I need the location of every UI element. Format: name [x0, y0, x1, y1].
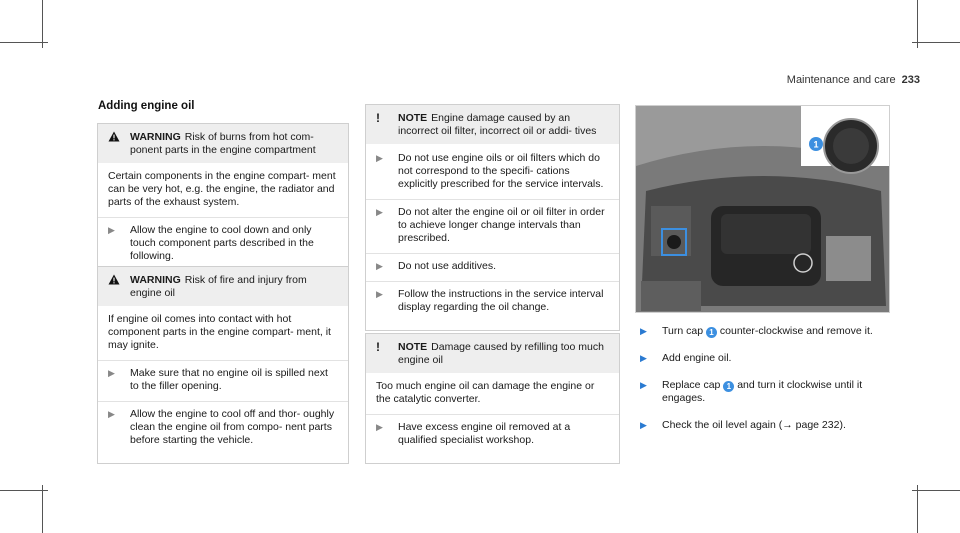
arrow-right-icon: ▶	[640, 353, 647, 363]
divider	[366, 281, 619, 282]
arrow-right-icon: ▶	[640, 380, 647, 390]
crop-mark	[42, 485, 43, 533]
warning-box-fire	[97, 266, 349, 464]
divider	[98, 217, 348, 218]
page-number: 233	[901, 74, 920, 86]
callout-badge: 1	[723, 381, 734, 392]
arrow-right-icon: ▶	[108, 409, 115, 419]
step-text: counter-clockwise and remove it.	[719, 325, 873, 337]
step-text: Allow the engine to cool down and only touch component parts described in the following.	[130, 224, 314, 262]
arrow-right-icon: ▶	[640, 420, 647, 430]
step-text: Do not use additives.	[398, 260, 497, 272]
warning-label: WARNING	[130, 274, 181, 286]
list-item	[376, 206, 609, 245]
warning-label: WARNING	[130, 131, 181, 143]
arrow-right-icon: ▶	[376, 207, 383, 217]
warning-text: Certain components in the engine compart- ment can be very hot, e.g. the engine, the radiator and parts of the exhaust system.	[108, 170, 336, 208]
step-text: Turn cap	[662, 325, 704, 337]
crop-mark	[917, 0, 918, 48]
list-item	[640, 419, 900, 432]
crop-mark	[42, 0, 43, 48]
warning-header	[98, 124, 348, 163]
step-text: Do not use engine oils or oil filters which do not correspond to the specifi- cations explicitly prescribed for the service intervals.	[398, 152, 604, 190]
note-label: NOTE	[398, 112, 428, 124]
step-text: and turn it clockwise until it engages.	[662, 379, 863, 404]
section-heading: Adding engine oil	[98, 100, 195, 112]
callout-number: 1	[813, 139, 819, 150]
note-text: Too much engine oil can damage the engine or the catalytic converter.	[376, 380, 595, 405]
arrow-right-icon: ▶	[376, 289, 383, 299]
divider	[366, 414, 619, 415]
exclamation-square-icon: !	[376, 111, 380, 125]
step-text: Follow the instructions in the service interval display regarding the oil change.	[398, 288, 604, 313]
note-body	[366, 373, 619, 463]
warning-box-burns	[97, 123, 349, 280]
warning-heading: Risk of burns from hot com- ponent parts in the engine compartment	[130, 131, 316, 156]
step-text: Allow the engine to cool off and thor- oughly clean the engine oil from compo- nent parts before starting the vehicle.	[130, 408, 335, 446]
arrow-right-icon: ▶	[640, 326, 647, 336]
crop-mark	[912, 490, 960, 491]
note-box-oil-filter	[365, 104, 620, 331]
note-header	[366, 334, 619, 373]
crop-mark	[0, 42, 48, 43]
step-text: Make sure that no engine oil is spilled next to the filler opening.	[130, 367, 328, 392]
crop-mark	[912, 42, 960, 43]
page-reference-link[interactable]: Check the oil level again (→ page 232).	[662, 419, 846, 431]
list-item	[640, 352, 900, 365]
note-body	[366, 152, 619, 330]
step-text: Have excess engine oil removed at a qualified specialist workshop.	[398, 421, 571, 446]
arrow-right-icon: ▶	[108, 368, 115, 378]
crop-mark	[917, 485, 918, 533]
list-item	[640, 379, 900, 405]
warning-heading: Risk of fire and injury from engine oil	[130, 274, 307, 299]
note-label: NOTE	[398, 341, 428, 353]
list-item	[640, 325, 900, 338]
instruction-steps	[640, 325, 900, 446]
divider	[366, 253, 619, 254]
callout-badge: 1	[706, 327, 717, 338]
list-item	[108, 367, 338, 393]
list-item	[108, 224, 338, 263]
list-item	[376, 260, 609, 273]
warning-body	[98, 163, 348, 279]
engine-illustration	[636, 106, 890, 313]
warning-header	[98, 267, 348, 306]
list-item	[376, 288, 609, 314]
list-item	[108, 408, 338, 447]
divider	[98, 360, 348, 361]
warning-triangle-icon	[108, 274, 130, 288]
divider	[366, 199, 619, 200]
engine-compartment-image	[635, 105, 890, 313]
note-heading: Engine damage caused by an incorrect oil filter, incorrect oil or addi- tives	[398, 112, 597, 137]
warning-triangle-icon	[108, 131, 130, 145]
warning-text: If engine oil comes into contact with hot component parts in the engine compart- ment, it may ignite.	[108, 313, 331, 351]
page-header	[787, 74, 920, 86]
note-box-overfill	[365, 333, 620, 464]
step-text: Replace cap	[662, 379, 721, 391]
note-heading: Damage caused by refilling too much engine oil	[398, 341, 604, 366]
step-text: Add engine oil.	[662, 352, 732, 364]
arrow-right-icon: ▶	[376, 422, 383, 432]
exclamation-square-icon: !	[376, 340, 380, 354]
crop-mark	[0, 490, 48, 491]
arrow-right-icon: ▶	[108, 225, 115, 235]
warning-body	[98, 306, 348, 463]
step-text: Do not alter the engine oil or oil filter in order to achieve longer change intervals than prescribed.	[398, 206, 605, 244]
section-title: Maintenance and care	[786, 74, 896, 86]
note-header	[366, 105, 619, 144]
list-item	[376, 152, 609, 191]
list-item	[376, 421, 609, 447]
arrow-right-icon: ▶	[376, 261, 383, 271]
divider	[98, 401, 348, 402]
arrow-right-icon: ▶	[376, 153, 383, 163]
